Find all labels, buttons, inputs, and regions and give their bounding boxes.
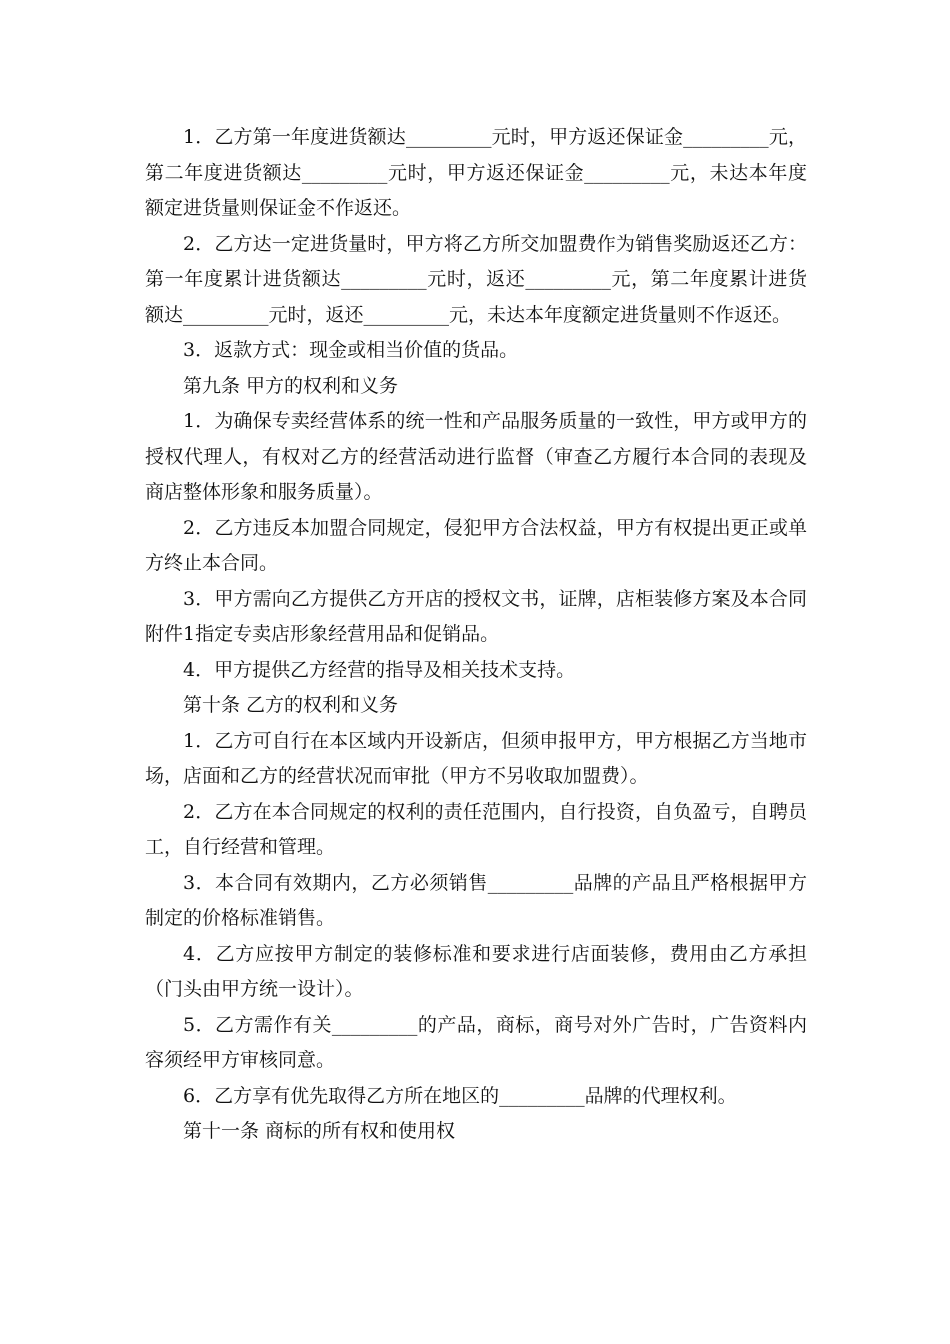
article-9-item-4: 4．甲方提供乙方经营的指导及相关技术支持。 [183, 658, 576, 681]
article-10-heading: 第十条 乙方的权利和义务 [183, 694, 399, 716]
article-9-item-1: 1．为确保专卖经营体系的统一性和产品服务质量的一致性，甲方或甲方的授权代理人，有权对乙方的经营活动进行监督（审查乙方履行本合同的表现及商店整体形象和服务质量）。 [145, 410, 807, 503]
clause-8-item-1: 1．乙方第一年度进货额达_________元时，甲方返还保证金_________元，第二年度进货额达_________元时，甲方返还保证金_________元，未达本年度额定进货量则保证金不作返还。 [145, 126, 807, 219]
article-9-item-2: 2．乙方违反本加盟合同规定，侵犯甲方合法权益，甲方有权提出更正或单方终止本合同。 [145, 516, 807, 574]
article-10-item-2: 2．乙方在本合同规定的权利的责任范围内，自行投资，自负盈亏，自聘员工，自行经营和管理。 [145, 800, 807, 858]
article-9-item-3: 3．甲方需向乙方提供乙方开店的授权文书，证牌，店柜装修方案及本合同附件1指定专卖店形象经营用品和促销品。 [145, 587, 807, 645]
article-10-item-5: 5．乙方需作有关_________的产品，商标，商号对外广告时，广告资料内容须经甲方审核同意。 [145, 1013, 807, 1071]
article-10-item-6: 6．乙方享有优先取得乙方所在地区的_________品牌的代理权利。 [183, 1084, 737, 1107]
contract-body [145, 120, 807, 1150]
article-10-item-3: 3．本合同有效期内，乙方必须销售_________品牌的产品且严格根据甲方制定的价格标准销售。 [145, 871, 807, 929]
article-10-item-1: 1．乙方可自行在本区域内开设新店，但须申报甲方，甲方根据乙方当地市场，店面和乙方的经营状况而审批（甲方不另收取加盟费）。 [145, 729, 807, 787]
clause-8-item-3: 3．返款方式：现金或相当价值的货品。 [183, 339, 519, 361]
article-10-item-4: 4．乙方应按甲方制定的装修标准和要求进行店面装修，费用由乙方承担（门头由甲方统一设计）。 [145, 942, 807, 1000]
article-11-heading: 第十一条 商标的所有权和使用权 [183, 1120, 456, 1142]
article-9-heading: 第九条 甲方的权利和义务 [183, 374, 399, 397]
clause-8-item-2: 2．乙方达一定进货量时，甲方将乙方所交加盟费作为销售奖励返还乙方：第一年度累计进货额达_________元时，返还_________元，第二年度累计进货额达_________元时，返还_________元，未达本年度额定进货量则不作返还。 [145, 232, 807, 326]
